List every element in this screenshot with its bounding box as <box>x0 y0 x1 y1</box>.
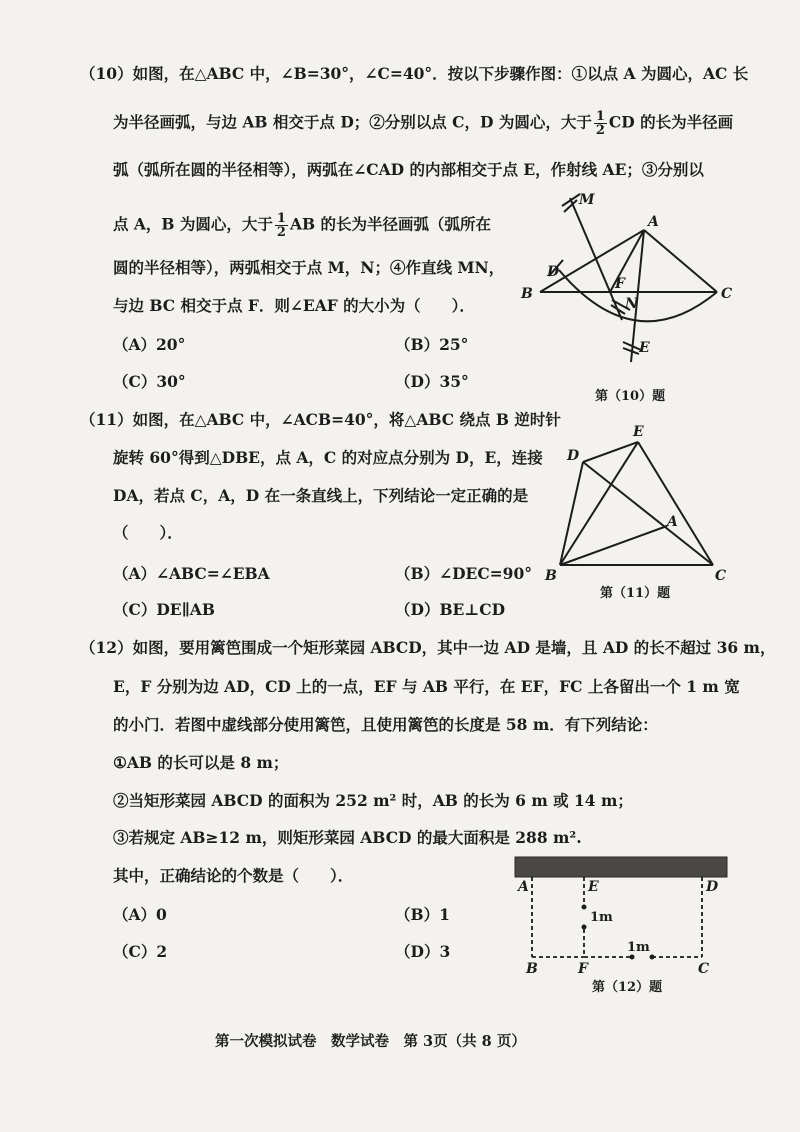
q12-line-5: ②当矩形菜园 ABCD 的面积为 252 m² 时，AB 的长为 6 m 或 14 m； <box>113 791 633 810</box>
q10-option-b: （B）25° <box>395 335 469 354</box>
q10-fraction-half-1: $\frac{1}{2}$ <box>595 109 605 138</box>
q11-label-D: D <box>567 448 580 464</box>
q12-gate1-top-dot <box>582 905 587 910</box>
q10-line-4a: 点 A，B 为圆心，大于 <box>113 214 273 234</box>
q12-gate2-right-dot <box>650 955 655 960</box>
q12-gate2-label: 1m <box>627 940 650 955</box>
q12-gate1-bottom-dot <box>582 925 587 930</box>
q11-option-b: （B）∠DEC=90° <box>395 564 532 583</box>
q11-option-d: （D）BE⊥CD <box>395 600 506 619</box>
q11-label-E: E <box>633 424 644 440</box>
q11-label-C: C <box>715 568 727 584</box>
q11-line-1: （11）如图，在△ABC 中，∠ACB=40°，将△ABC 绕点 B 逆时针 <box>80 410 561 429</box>
q10-line-3: 弧（弧所在圆的半径相等），两弧在∠CAD 的内部相交于点 E，作射线 AE；③分别以 <box>113 160 704 179</box>
q10-option-c: （C）30° <box>113 372 186 391</box>
q11-line-ec <box>638 442 713 565</box>
q12-line-3: 的小门．若图中虚线部分使用篱笆，且使用篱笆的长度是 58 m．有下列结论： <box>113 715 658 734</box>
q12-label-C: C <box>698 961 710 977</box>
q11-option-c: （C）DE∥AB <box>113 600 215 619</box>
q10-label-F: F <box>615 276 625 292</box>
q12-label-D: D <box>706 879 719 895</box>
q10-fraction-half-2: $\frac{1}{2}$ <box>276 211 286 240</box>
q12-label-F: F <box>578 961 588 977</box>
q10-line-2a: 为半径画弧，与边 AB 相交于点 D；②分别以点 C，D 为圆心，大于 <box>113 112 592 132</box>
q12-option-d: （D）3 <box>395 942 451 961</box>
q11-line-de <box>583 442 638 462</box>
q12-label-A: A <box>518 879 529 895</box>
q10-line-4 <box>113 212 491 239</box>
q11-line-3: DA，若点 C，A，D 在一条直线上，下列结论一定正确的是 <box>113 486 529 505</box>
q10-option-a: （A）20° <box>113 335 186 354</box>
q12-gate2-left-dot <box>630 955 635 960</box>
q11-figure <box>545 420 745 590</box>
q11-line-ba <box>560 526 667 565</box>
q10-label-E: E <box>639 340 650 356</box>
q12-option-c: （C）2 <box>113 942 168 961</box>
q11-line-4: （ ）． <box>113 523 183 542</box>
q10-label-N: N <box>625 296 638 312</box>
q12-option-b: （B）1 <box>395 905 450 924</box>
q10-line-6: 与边 BC 相交于点 F．则∠EAF 的大小为（ ）． <box>113 296 475 315</box>
q10-line-4b: AB 的长为半径画弧（弧所在 <box>289 214 491 234</box>
q12-wall <box>515 857 727 877</box>
q10-option-d: （D）35° <box>395 372 469 391</box>
q11-option-a: （A）∠ABC=∠EBA <box>113 564 270 583</box>
q10-line-ab <box>540 230 644 292</box>
q12-line-7: 其中，正确结论的个数是（ ）． <box>113 866 354 885</box>
q12-line-6: ③若规定 AB≥12 m，则矩形菜园 ABCD 的最大面积是 288 m². <box>113 828 582 847</box>
q11-line-bd <box>560 462 583 565</box>
q10-arc-m <box>562 194 580 212</box>
q10-label-A: A <box>648 214 659 230</box>
q10-line-2 <box>113 110 733 137</box>
q12-line-1: （12）如图，要用篱笆围成一个矩形菜园 ABCD，其中一边 AD 是墙，且 AD 的长不超过 36 m， <box>80 638 776 657</box>
q10-line-1: （10）如图，在△ABC 中，∠B=30°，∠C=40°．按以下步骤作图：①以点 A 为圆心，AC 长 <box>80 64 749 83</box>
q10-label-M: M <box>579 192 595 208</box>
page-footer: 第一次模拟试卷 数学试卷 第 3页（共 8 页） <box>215 1033 526 1050</box>
q10-figure <box>515 190 755 380</box>
q11-label-A: A <box>667 514 678 530</box>
q12-gate1-label: 1m <box>590 910 613 925</box>
q10-label-B: B <box>521 286 533 302</box>
q10-line-ac <box>644 230 717 292</box>
q10-label-D: D <box>547 264 560 280</box>
q12-option-a: （A）0 <box>113 905 167 924</box>
q11-label-B: B <box>545 568 557 584</box>
q10-label-C: C <box>721 286 733 302</box>
q10-line-2b: CD 的长为半径画 <box>608 112 734 132</box>
q11-caption: 第（11）题 <box>600 586 671 601</box>
q10-caption: 第（10）题 <box>595 389 666 404</box>
q11-line-2: 旋转 60°得到△DBE，点 A，C 的对应点分别为 D，E，连接 <box>113 448 543 467</box>
q12-line-4: ①AB 的长可以是 8 m； <box>113 753 289 772</box>
q12-line-2: E，F 分别为边 AD，CD 上的一点，EF 与 AB 平行，在 EF，FC 上各留出一个 1 m 宽 <box>113 677 740 696</box>
q12-figure <box>512 855 742 980</box>
q10-line-5: 圆的半径相等），两弧相交于点 M，N；④作直线 MN， <box>113 258 505 277</box>
q12-label-B: B <box>526 961 538 977</box>
q12-label-E: E <box>588 879 599 895</box>
q12-caption: 第（12）题 <box>592 980 663 995</box>
